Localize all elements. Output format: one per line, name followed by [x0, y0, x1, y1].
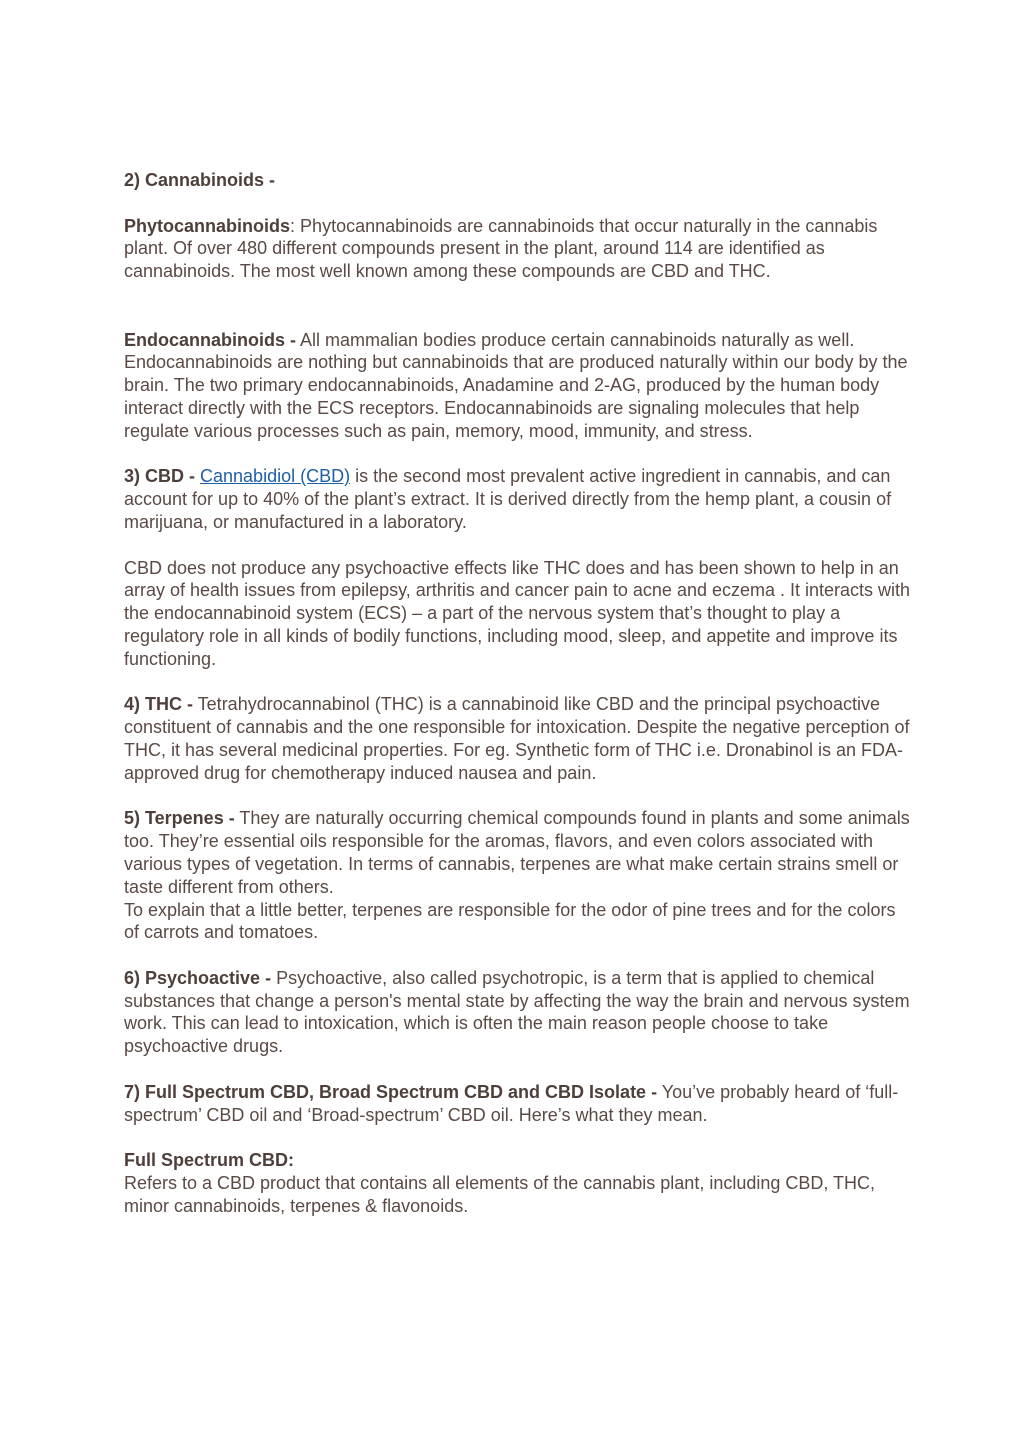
text-cbd: is the second most prevalent active ingredient in cannabis, and can account for up to 40% of the plant’s extract. It is derived directly from the hemp plant, a cousin of marijuana, or manufactured in a laboratory. — [124, 466, 892, 532]
text-terpenes: They are naturally occurring chemical compounds found in plants and some animals too. They’re essential oils responsible for the aromas, flavors, and even colors associated with various types of vegetation. In terms of cannabis, terpenes are what make certain strains smell or taste different from others. — [124, 808, 910, 897]
term-full-spectrum: Full Spectrum CBD: — [124, 1150, 295, 1171]
term-endocannabinoids: Endocannabinoids - — [124, 329, 297, 350]
term-phytocannabinoids: Phytocannabinoids — [124, 215, 291, 236]
text-cbd-effects: CBD does not produce any psychoactive effects like THC does and has been shown to help in an array of health issues from epilepsy, arthritis and cancer pain to acne and eczema . It interacts with the endocannabinoid system (ECS) – a part of the nervous system that’s thought to play a regulatory role in all kinds of bodily functions, including mood, sleep, and appetite and improve its functioning. — [124, 557, 911, 669]
term-cbd: 3) CBD - — [124, 466, 195, 487]
paragraph-spectrum — [124, 1081, 914, 1127]
term-thc: 4) THC - — [124, 694, 193, 715]
link-cannabidiol[interactable]: Cannabidiol (CBD) — [200, 466, 351, 487]
term-psychoactive: 6) Psychoactive - — [124, 967, 272, 988]
paragraph-terpenes — [124, 807, 914, 898]
paragraph-full-spectrum-heading — [124, 1149, 914, 1172]
section-heading-cannabinoids — [124, 169, 914, 192]
paragraph-full-spectrum — [124, 1172, 914, 1218]
text-terpenes-explain: To explain that a little better, terpenes are responsible for the odor of pine trees and for the colors of carrots and tomatoes. — [124, 899, 896, 943]
text-psychoactive: Psychoactive, also called psychotropic, is a term that is applied to chemical substances that change a person's mental state by affecting the way the brain and nervous system work. This can lead to intoxication, which is often the main reason people choose to take psychoactive drugs. — [124, 967, 910, 1057]
paragraph-cbd — [124, 465, 914, 533]
text-endocannabinoids: All mammalian bodies produce certain cannabinoids naturally as well. Endocannabinoids are nothing but cannabinoids that are produced naturally within our body by the brain. The two primary endocannabinoids, Anadamine and 2-AG, produced by the human body interact directly with the ECS receptors. Endocannabinoids are signaling molecules that help regulate various processes such as pain, memory, mood, immunity, and stress. — [124, 329, 908, 441]
paragraph-phytocannabinoids — [124, 215, 914, 283]
text-spectrum: You’ve probably heard of ‘full-spectrum’ CBD oil and ‘Broad-spectrum’ CBD oil. Here’s what they mean. — [124, 1081, 899, 1125]
term-separator: : — [290, 215, 296, 236]
text-phytocannabinoids: Phytocannabinoids are cannabinoids that occur naturally in the cannabis plant. Of over 480 different compounds present in the plant, around 114 are identified as cannabinoids. The most well known among these compounds are CBD and THC. — [124, 215, 878, 282]
text-full-spectrum: Refers to a CBD product that contains all elements of the cannabis plant, including CBD, THC, minor cannabinoids, terpenes & flavonoids. — [124, 1173, 876, 1216]
paragraph-terpenes-explain — [124, 899, 914, 945]
paragraph-psychoactive — [124, 967, 914, 1058]
paragraph-endocannabinoids — [124, 329, 914, 443]
text-thc: Tetrahydrocannabinol (THC) is a cannabinoid like CBD and the principal psychoactive constituent of cannabis and the one responsible for intoxication. Despite the negative perception of THC, it has several medicinal properties. For eg. Synthetic form of THC i.e. Dronabinol is an FDA-approved drug for chemotherapy induced nausea and pain. — [124, 694, 910, 783]
paragraph-cbd-effects — [124, 557, 914, 671]
term-terpenes: 5) Terpenes - — [124, 808, 235, 829]
document-body — [124, 169, 914, 1240]
paragraph-thc — [124, 693, 914, 784]
heading-cannabinoids: 2) Cannabinoids - — [124, 170, 276, 190]
term-spectrum: 7) Full Spectrum CBD, Broad Spectrum CBD and CBD Isolate - — [124, 1081, 658, 1102]
